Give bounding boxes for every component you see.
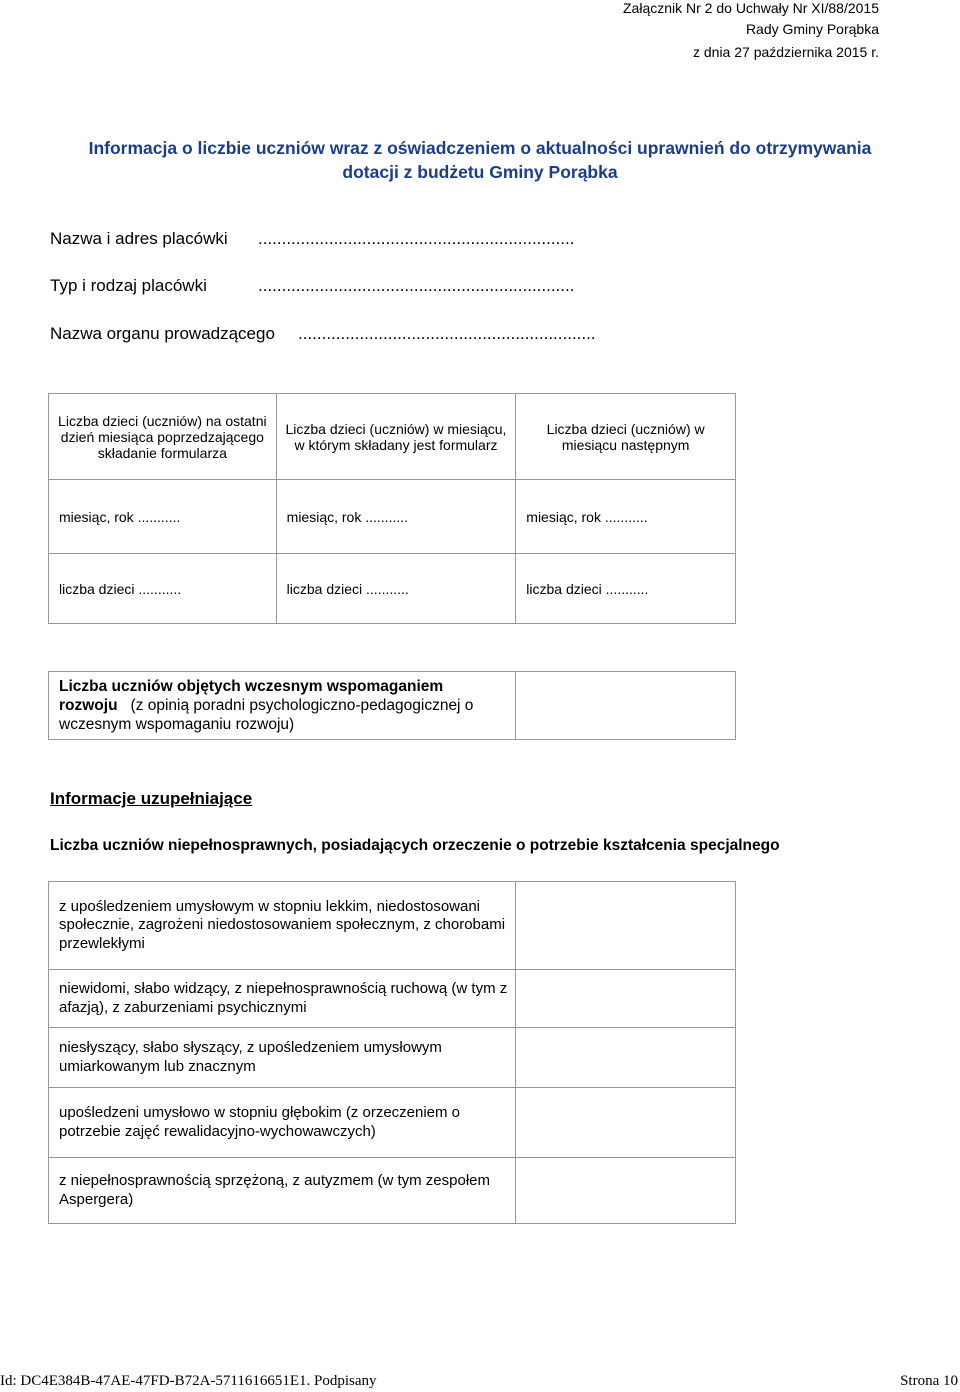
early-support-table bbox=[48, 671, 736, 740]
facility-type-dots: ................................................................... bbox=[258, 276, 575, 295]
disability-category-row-1-value[interactable] bbox=[516, 882, 736, 970]
early-support-label-note: (z opinią poradni psychologiczno-pedagogicznej o wczesnym wspomaganiu rozwoju) bbox=[59, 697, 474, 733]
header-previous-month: Liczba dzieci (uczniów) na ostatni dzień miesiąca poprzedzającego składanie formularza bbox=[49, 394, 277, 480]
facility-type-label: Typ i rodzaj placówki bbox=[50, 276, 207, 295]
early-support-label-bold: Liczba uczniów objętych wczesnym wspomaganiem rozwoju bbox=[59, 678, 444, 714]
early-support-label bbox=[49, 672, 516, 740]
child-count-previous: liczba dzieci ........... bbox=[49, 554, 277, 624]
facility-name-field bbox=[50, 229, 575, 249]
child-count-current: liczba dzieci ........... bbox=[276, 554, 516, 624]
document-id-footer: Id: DC4E384B-47AE-47FD-B72A-5711616651E1. Podpisany bbox=[0, 1373, 377, 1389]
facility-name-label: Nazwa i adres placówki bbox=[50, 229, 228, 248]
disabled-pupils-table bbox=[48, 881, 736, 1224]
facility-name-dots: ................................................................... bbox=[258, 229, 575, 248]
disability-category-row-2-label: niewidomi, słabo widzący, z niepełnosprawnością ruchową (w tym z afazją), z zaburzeniami psychicznymi bbox=[49, 970, 516, 1028]
month-year-previous: miesiąc, rok ........... bbox=[49, 480, 277, 554]
pupil-count-table bbox=[48, 393, 736, 624]
header-council-line: Rady Gminy Porąbka bbox=[745, 21, 879, 37]
disability-category-row-5-label: z niepełnosprawnością sprzężoną, z autyzmem (w tym zespołem Aspergera) bbox=[49, 1158, 516, 1224]
governing-body-label: Nazwa organu prowadzącego bbox=[50, 324, 275, 343]
document-title-line-2: dotacji z budżetu Gminy Porąbka bbox=[342, 162, 618, 182]
disability-category-row-5-value[interactable] bbox=[516, 1158, 736, 1224]
supplementary-info-heading: Informacje uzupełniające bbox=[50, 789, 253, 808]
disability-category-row-3-label: niesłyszący, słabo słyszący, z upośledzeniem umysłowym umiarkowanym lub znacznym bbox=[49, 1028, 516, 1088]
governing-body-field bbox=[50, 324, 596, 344]
header-current-month: Liczba dzieci (uczniów) w miesiącu, w którym składany jest formularz bbox=[276, 394, 516, 480]
disability-category-row-2-value[interactable] bbox=[516, 970, 736, 1028]
header-date-line: z dnia 27 października 2015 r. bbox=[692, 44, 879, 60]
disabled-pupils-subheading: Liczba uczniów niepełnosprawnych, posiadających orzeczenie o potrzebie kształcenia specjalnego bbox=[50, 837, 780, 854]
header-attachment-line: Załącznik Nr 2 do Uchwały Nr XI/88/2015 bbox=[623, 0, 879, 16]
facility-type-field bbox=[50, 276, 575, 296]
early-support-value-cell[interactable] bbox=[516, 672, 736, 740]
month-year-next: miesiąc, rok ........... bbox=[516, 480, 736, 554]
header-next-month: Liczba dzieci (uczniów) w miesiącu następnym bbox=[516, 394, 736, 480]
governing-body-dots: ............................................................... bbox=[298, 324, 596, 343]
child-count-next: liczba dzieci ........... bbox=[516, 554, 736, 624]
document-title bbox=[40, 136, 920, 184]
disability-category-row-1-label: z upośledzeniem umysłowym w stopniu lekkim, niedostosowani społecznie, zagrożeni niedostosowaniem społecznym, z chorobami przewlekłymi bbox=[49, 882, 516, 970]
disability-category-row-3-value[interactable] bbox=[516, 1028, 736, 1088]
disability-category-row-4-value[interactable] bbox=[516, 1088, 736, 1158]
page-number-footer: Strona 10 bbox=[900, 1373, 958, 1389]
document-title-line-1: Informacja o liczbie uczniów wraz z oświadczeniem o aktualności uprawnień do otrzymywania bbox=[88, 138, 872, 158]
month-year-current: miesiąc, rok ........... bbox=[276, 480, 516, 554]
disability-category-row-4-label: upośledzeni umysłowo w stopniu głębokim (z orzeczeniem o potrzebie zajęć rewalidacyjno-wychowawczych) bbox=[49, 1088, 516, 1158]
